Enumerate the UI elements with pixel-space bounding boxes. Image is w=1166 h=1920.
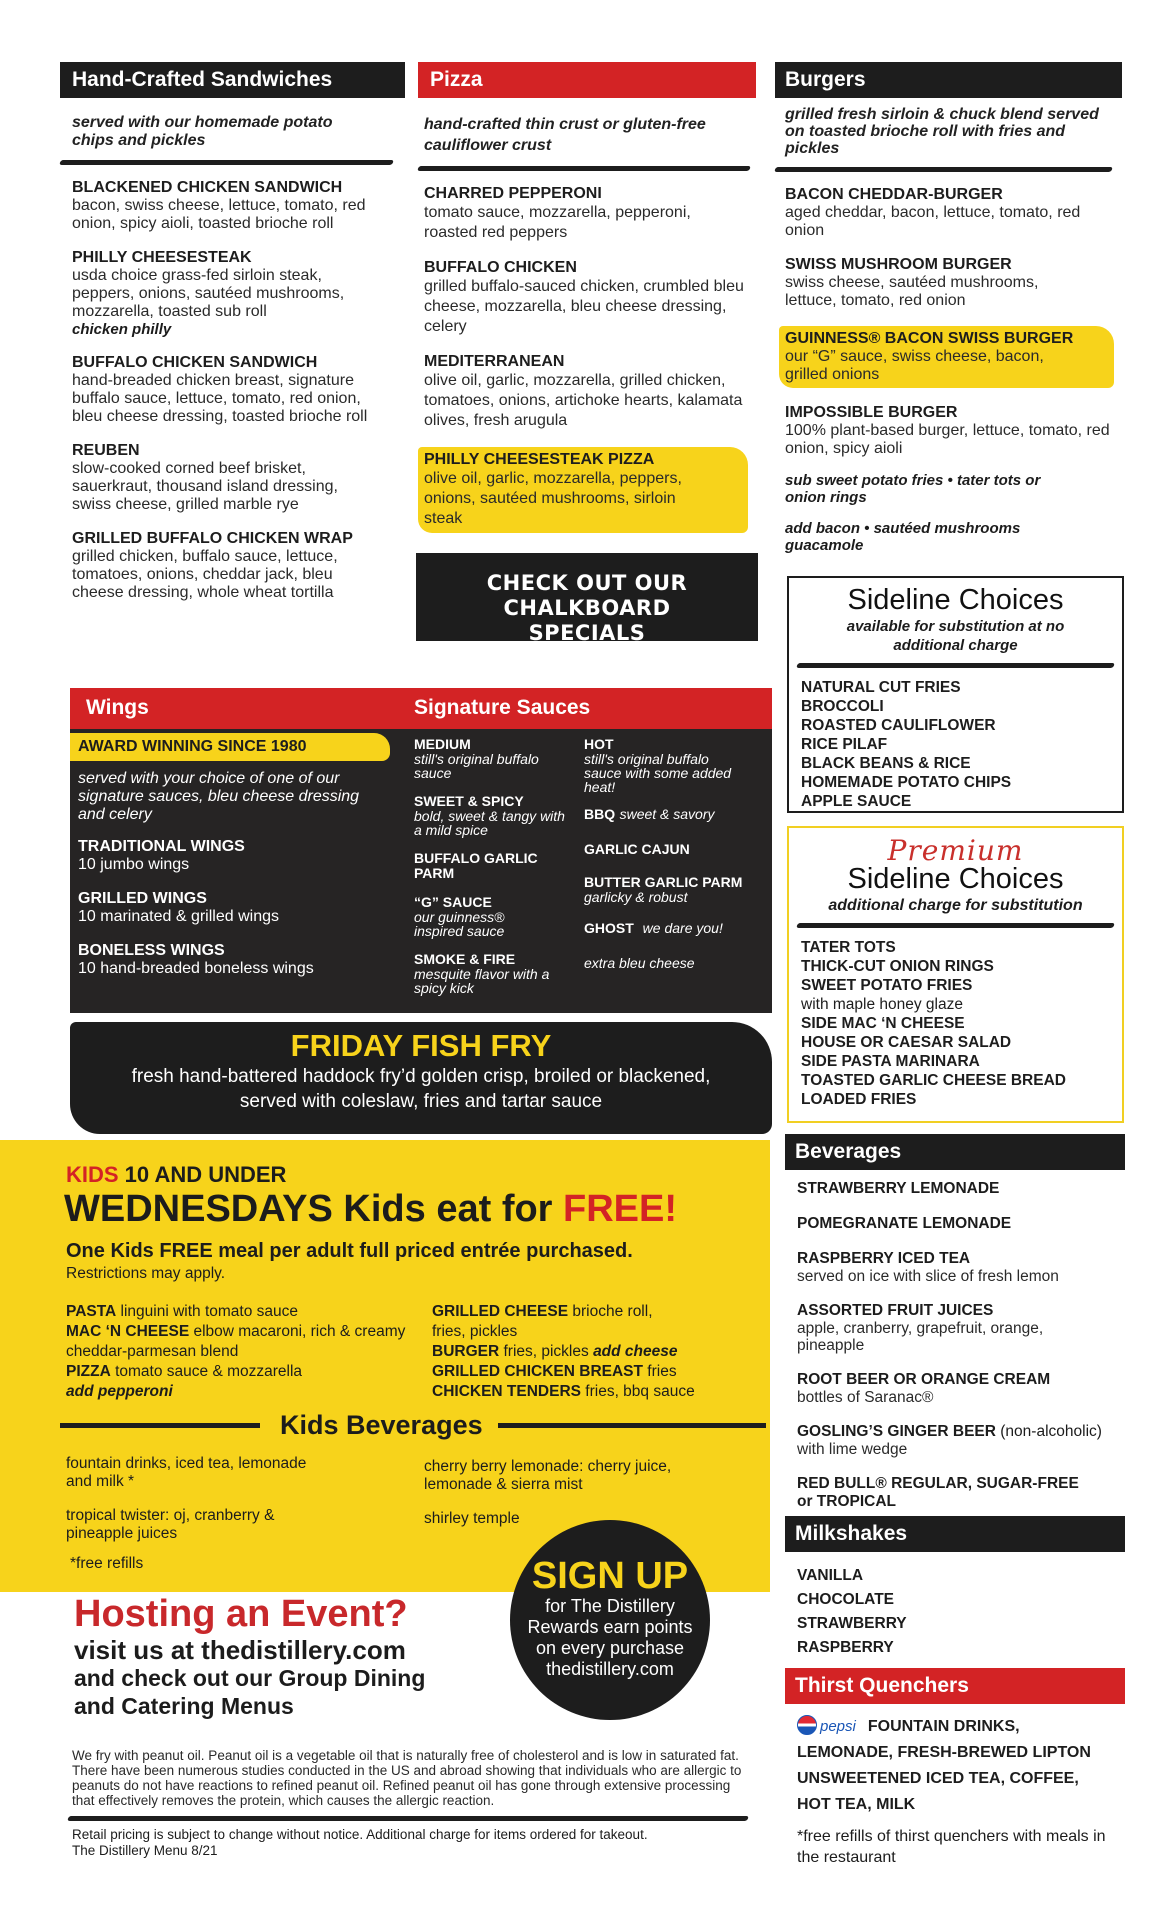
thirst-note: *free refills of thirst quenchers with meals in the restaurant	[797, 1828, 1106, 1866]
sideline-choices-box	[787, 576, 1124, 813]
signup-title: SIGN UP	[531, 1555, 689, 1597]
beverage-item: RED BULL® REGULAR, SUGAR-FREE or TROPICAL	[797, 1475, 1079, 1510]
sauce-item: GHOST we dare you!	[584, 920, 723, 936]
menu-item: BUFFALO CHICKEN SANDWICH hand-breaded chicken breast, signature buffalo sauce, lettuce, tomato, red onion, bleu cheese dressing, toasted brioche roll	[72, 354, 368, 425]
event-section	[74, 1592, 514, 1720]
divider	[417, 166, 751, 171]
event-line1: visit us at thedistillery.com	[74, 1635, 406, 1665]
premium-subtitle: additional charge for substitution	[828, 897, 1083, 914]
kids-restrictions: Restrictions may apply.	[66, 1265, 226, 1282]
kids-age-line: KIDS 10 AND UNDER	[66, 1162, 287, 1187]
wings-panel	[70, 688, 772, 1013]
sauce-item: BUTTER GARLIC PARM garlicky & robust	[584, 874, 743, 905]
menu-item: SWISS MUSHROOM BURGER swiss cheese, sautéed mushrooms, lettuce, tomato, red onion	[785, 256, 1039, 309]
pizza-intro: hand-crafted thin crust or gluten-free cauliflower crust	[424, 116, 706, 154]
thirst-quenchers-section	[785, 1668, 1125, 1868]
menu-item: BACON CHEDDAR-BURGER aged cheddar, bacon, lettuce, tomato, red onion	[785, 186, 1081, 239]
kids-beverages-left: fountain drinks, iced tea, lemonade and milk * tropical twister: oj, cranberry & pineapple juices *free refills	[66, 1455, 307, 1572]
fish-fry-title: FRIDAY FISH FRY	[290, 1028, 552, 1063]
premium-title: Sideline Choices	[847, 863, 1064, 895]
footer	[72, 1748, 748, 1859]
fish-fry-line1: fresh hand-battered haddock fry’d golden crisp, broiled or blackened,	[131, 1066, 711, 1087]
wings-header: Wings	[86, 696, 149, 719]
sauce-item: MEDIUM still's original buffalo sauce	[414, 736, 539, 781]
milkshakes-header: Milkshakes	[785, 1516, 1125, 1552]
menu-item: BLACKENED CHICKEN SANDWICH bacon, swiss cheese, lettuce, tomato, red onion, spicy aioli, toasted brioche roll	[72, 179, 366, 232]
kids-section	[0, 1140, 770, 1592]
event-title: Hosting an Event?	[74, 1593, 408, 1635]
divider	[796, 663, 1115, 668]
kids-beverages-right: cherry berry lemonade: cherry juice, lemonade & sierra mist shirley temple	[424, 1458, 672, 1527]
menu-version: The Distillery Menu 8/21	[72, 1843, 218, 1858]
chalkboard-specials-banner: CHECK OUT OUR CHALKBOARD SPECIALS	[416, 553, 758, 641]
beverage-item: POMEGRANATE LEMONADE	[797, 1215, 1012, 1232]
menu-item: BUFFALO CHICKEN grilled buffalo-sauced chicken, crumbled bleu cheese, mozzarella, bleu cheese dressing, celery	[424, 259, 744, 335]
wings-header-bar	[70, 688, 772, 729]
menu-item: PHILLY CHEESESTEAK usda choice grass-fed sirloin steak, peppers, onions, sautéed mushrooms, mozzarella, toasted sub roll chicken philly	[72, 249, 345, 338]
award-banner: AWARD WINNING SINCE 1980	[70, 733, 390, 761]
kids-offer: One Kids FREE meal per adult full priced entrée purchased.	[66, 1240, 633, 1262]
burgers-intro: grilled fresh sirloin & chuck blend served on toasted brioche roll with fries and pickles	[785, 106, 1099, 157]
sauce-item: SMOKE & FIRE mesquite flavor with a spicy kick	[414, 951, 550, 996]
event-line3: and Catering Menus	[74, 1693, 294, 1719]
sauce-item: SWEET & SPICY bold, sweet & tangy with a mild spice	[414, 793, 565, 838]
sauce-item: HOT still's original buffalo sauce with some added heat!	[584, 736, 732, 795]
beverage-item: ROOT BEER OR ORANGE CREAM bottles of Saranac®	[797, 1371, 1051, 1406]
wing-item: GRILLED WINGS 10 marinated & grilled wings	[78, 890, 279, 925]
sandwiches-intro: served with our homemade potato chips and pickles	[72, 114, 333, 149]
menu-item-highlighted: GUINNESS® BACON SWISS BURGER our “G” sauce, swiss cheese, bacon, grilled onions	[779, 326, 1114, 388]
burgers-section	[775, 62, 1122, 554]
peanut-oil-disclaimer: We fry with peanut oil. Peanut oil is a vegetable oil that is naturally free of cholesterol and is low in saturated fat. There have been numerous studies conducted in the US and abroad showing that individuals who are allergic to peanuts do not have reactions to refined peanut oil. Refined peanut oil has gone through extensive processing that effectively removes the protein, which causes the allergic reaction.	[72, 1748, 742, 1808]
wings-intro: served with your choice of one of our signature sauces, bleu cheese dressing and celery	[78, 770, 360, 823]
sideline-subtitle: available for substitution at no additional charge	[846, 618, 1065, 654]
event-line2: and check out our Group Dining	[74, 1665, 426, 1691]
menu-item: GRILLED BUFFALO CHICKEN WRAP grilled chicken, buffalo sauce, lettuce, tomatoes, onions, cheddar jack, bleu cheese dressing, whole wheat tortilla	[72, 530, 353, 601]
sauce-item: BUFFALO GARLIC PARM	[414, 850, 538, 881]
thirst-text: pepsi FOUNTAIN DRINKS, LEMONADE, FRESH-BREWED LIPTON UNSWEETENED ICED TEA, COFFEE, HOT TEA, MILK	[797, 1714, 1113, 1818]
divider	[796, 923, 1115, 928]
signup-badge[interactable]: SIGN UP for The Distillery Rewards earn points on every purchase thedistillery.com	[510, 1520, 710, 1720]
beverage-item: RASPBERRY ICED TEA served on ice with slice of fresh lemon	[797, 1250, 1059, 1285]
sauce-item: “G” SAUCE our guinness® inspired sauce	[414, 894, 505, 939]
divider	[67, 1816, 749, 1821]
pepsi-logo-text: pepsi	[820, 1718, 856, 1735]
wing-item: TRADITIONAL WINGS 10 jumbo wings	[78, 838, 245, 873]
fish-fry-banner	[70, 1022, 772, 1134]
retail-pricing-note: Retail pricing is subject to change without notice. Additional charge for items ordered for takeout.	[72, 1827, 648, 1842]
kids-headline: WEDNESDAYS Kids eat for FREE!	[64, 1188, 678, 1230]
premium-sideline-box	[787, 826, 1124, 1123]
kids-beverages-header: Kids Beverages	[280, 1410, 483, 1440]
burgers-sub-note: sub sweet potato fries • tater tots or onion rings	[785, 472, 1041, 506]
wing-item: BONELESS WINGS 10 hand-breaded boneless wings	[78, 942, 314, 977]
beverage-item: GOSLING’S GINGER BEER (non-alcoholic) with lime wedge	[797, 1423, 1102, 1458]
menu-item: REUBEN slow-cooked corned beef brisket, sauerkraut, thousand island dressing, swiss cheese, grilled marble rye	[72, 442, 338, 513]
kids-menu-right: GRILLED CHEESE brioche roll, fries, pickles BURGER fries, pickles add cheese GRILLED CHICKEN BREAST fries CHICKEN TENDERS fries, bbq sauce	[432, 1303, 695, 1400]
milkshakes-section: Milkshakes VANILLA CHOCOLATE STRAWBERRY RASPBERRY	[785, 1516, 1125, 1660]
sauce-item: GARLIC CAJUN	[584, 841, 690, 857]
menu-item: CHARRED PEPPERONI tomato sauce, mozzarella, pepperoni, roasted red peppers	[424, 185, 691, 241]
beverages-section	[785, 1134, 1125, 1528]
burgers-add-note: add bacon • sautéed mushrooms guacamole	[785, 520, 1021, 554]
sandwiches-section	[60, 62, 405, 618]
pepsi-icon	[797, 1715, 817, 1735]
premium-list: TATER TOTS THICK-CUT ONION RINGS SWEET POTATO FRIES with maple honey glaze SIDE MAC ‘N CHEESE HOUSE OR CAESAR SALAD SIDE PASTA MARINARA TOASTED GARLIC CHEESE BREAD LOADED FRIES	[801, 939, 1066, 1108]
sandwiches-header: Hand-Crafted Sandwiches	[60, 62, 405, 98]
fish-fry-line2: served with coleslaw, fries and tartar sauce	[239, 1091, 603, 1112]
pizza-header: Pizza	[418, 62, 756, 98]
divider	[59, 160, 394, 165]
sauce-item: BBQ sweet & savory	[584, 806, 715, 822]
signup-link[interactable]: thedistillery.com	[546, 1659, 674, 1679]
sideline-title: Sideline Choices	[847, 584, 1064, 616]
thirst-header: Thirst Quenchers	[785, 1668, 1125, 1704]
menu-item: MEDITERRANEAN olive oil, garlic, mozzarella, grilled chicken, tomatoes, onions, artichoke hearts, kalamata olives, fresh arugula	[424, 353, 743, 429]
sauces-header: Signature Sauces	[414, 696, 591, 719]
extra-bleu-cheese: extra bleu cheese	[584, 955, 695, 971]
divider	[60, 1423, 260, 1428]
burgers-header: Burgers	[775, 62, 1122, 98]
divider	[774, 167, 1113, 172]
beverage-item: ASSORTED FRUIT JUICES apple, cranberry, grapefruit, orange, pineapple	[797, 1302, 1044, 1354]
menu-item: IMPOSSIBLE BURGER 100% plant-based burger, lettuce, tomato, red onion, spicy aioli	[785, 404, 1110, 457]
divider	[498, 1423, 766, 1428]
menu-item-highlighted: PHILLY CHEESESTEAK PIZZA olive oil, garlic, mozzarella, peppers, onions, sautéed mushrooms, sirloin steak	[418, 447, 748, 533]
beverage-item: STRAWBERRY LEMONADE	[797, 1180, 1000, 1197]
sideline-list: NATURAL CUT FRIES BROCCOLI ROASTED CAULIFLOWER RICE PILAF BLACK BEANS & RICE HOMEMADE POTATO CHIPS APPLE SAUCE	[801, 679, 1012, 810]
pizza-section	[418, 62, 756, 645]
beverages-header: Beverages	[785, 1134, 1125, 1170]
premium-label: Premium	[887, 834, 1024, 867]
kids-menu-left: PASTA linguini with tomato sauce MAC ‘N CHEESE elbow macaroni, rich & creamy cheddar-parmesan blend PIZZA tomato sauce & mozzarella add pepperoni	[66, 1303, 406, 1400]
